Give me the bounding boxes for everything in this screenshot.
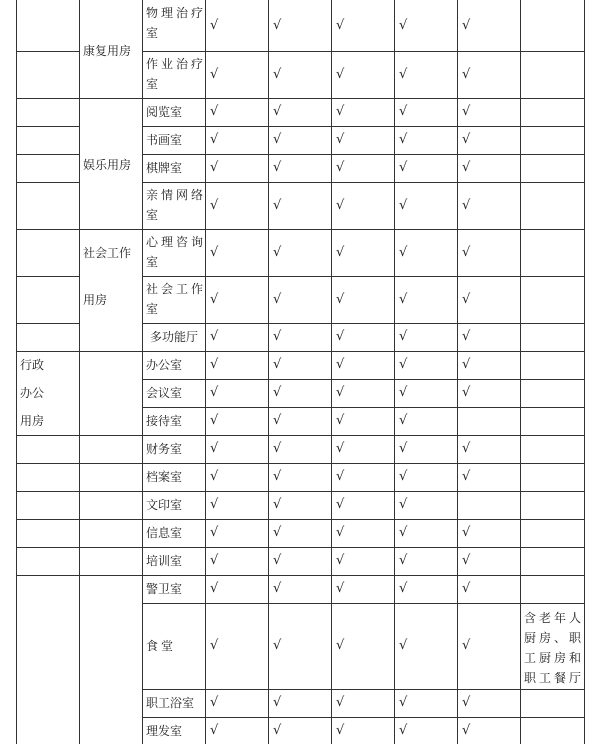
grid-row-line: [142, 689, 584, 690]
check-mark: √: [273, 197, 282, 213]
room-name: 接待室: [146, 414, 183, 428]
grid-row-line: [142, 407, 584, 408]
check-mark: √: [210, 160, 219, 175]
check-mark: √: [462, 291, 471, 307]
check-mark: √: [273, 525, 282, 540]
check-mark: √: [336, 581, 345, 596]
check-mark: √: [210, 357, 219, 372]
subcategory-label: 娱乐用房: [83, 158, 132, 172]
room-name: 阅览室: [146, 105, 183, 119]
check-mark: √: [462, 66, 471, 82]
check-mark: √: [462, 104, 471, 119]
check-mark: √: [273, 291, 282, 307]
check-mark: √: [210, 638, 219, 653]
check-mark: √: [462, 469, 471, 484]
room-name: 文印室: [146, 498, 183, 512]
check-mark: √: [399, 329, 408, 344]
grid-col-line: [16, 0, 17, 744]
room-name: 心理咨询室: [146, 235, 207, 269]
check-mark: √: [210, 291, 219, 307]
check-mark: √: [399, 66, 408, 82]
grid-row-line: [16, 435, 584, 436]
check-mark: √: [336, 722, 345, 738]
check-mark: √: [336, 244, 345, 260]
check-mark: √: [336, 413, 345, 428]
subcategory-label: 用房: [83, 292, 108, 307]
grid-row-line: [16, 323, 79, 324]
check-mark: √: [210, 695, 219, 710]
category-label: 用房: [20, 414, 45, 428]
grid-col-line: [79, 0, 80, 744]
remark-note: 含老年人厨房、职工厨房和职工餐厅: [524, 611, 585, 685]
check-mark: √: [336, 66, 345, 82]
grid-row-line: [142, 717, 584, 718]
grid-row-line: [16, 182, 79, 183]
check-mark: √: [273, 104, 282, 119]
check-mark: √: [210, 329, 219, 344]
check-mark: √: [210, 469, 219, 484]
grid-col-line: [457, 0, 458, 744]
check-mark: √: [273, 722, 282, 738]
check-mark: √: [336, 695, 345, 710]
grid-col-line: [205, 0, 206, 744]
check-mark: √: [273, 66, 282, 82]
check-mark: √: [336, 497, 345, 512]
check-mark: √: [273, 497, 282, 512]
check-mark: √: [210, 722, 219, 738]
check-mark: √: [336, 441, 345, 456]
grid-row-line: [16, 126, 79, 127]
grid-row-line: [16, 575, 584, 576]
check-mark: √: [399, 197, 408, 213]
check-mark: √: [273, 553, 282, 568]
check-mark: √: [210, 66, 219, 82]
check-mark: √: [399, 413, 408, 428]
room-name: 信息室: [146, 526, 183, 540]
check-mark: √: [399, 497, 408, 512]
grid-row-line: [142, 323, 584, 324]
check-mark: √: [273, 329, 282, 344]
check-mark: √: [462, 553, 471, 568]
check-mark: √: [210, 525, 219, 540]
category-label: 行政: [20, 358, 45, 372]
check-mark: √: [210, 385, 219, 400]
check-mark: √: [336, 357, 345, 372]
check-mark: √: [336, 385, 345, 400]
grid-row-line: [142, 51, 584, 52]
check-mark: √: [336, 553, 345, 568]
room-name: 亲情网络室: [146, 188, 207, 222]
grid-col-line: [268, 0, 269, 744]
check-mark: √: [273, 695, 282, 710]
check-mark: √: [336, 132, 345, 147]
check-mark: √: [210, 197, 219, 213]
check-mark: √: [462, 525, 471, 540]
grid-row-line: [16, 98, 584, 99]
room-name: 棋牌室: [146, 161, 183, 175]
check-mark: √: [462, 357, 471, 372]
check-mark: √: [399, 17, 408, 33]
check-mark: √: [462, 722, 471, 738]
grid-row-line: [16, 276, 79, 277]
check-mark: √: [399, 357, 408, 372]
check-mark: √: [336, 104, 345, 119]
check-mark: √: [273, 160, 282, 175]
grid-row-line: [142, 603, 584, 604]
grid-row-line: [16, 51, 79, 52]
grid-row-line: [142, 182, 584, 183]
grid-col-line: [394, 0, 395, 744]
room-name: 职工浴室: [146, 696, 195, 710]
room-name: 物理治疗室: [146, 6, 207, 40]
check-mark: √: [462, 244, 471, 260]
check-mark: √: [462, 132, 471, 147]
room-name: 社会工作室: [146, 282, 207, 316]
check-mark: √: [462, 17, 471, 33]
check-mark: √: [399, 441, 408, 456]
check-mark: √: [399, 291, 408, 307]
check-mark: √: [399, 553, 408, 568]
check-mark: √: [273, 17, 282, 33]
check-mark: √: [399, 132, 408, 147]
room-name: 档案室: [146, 470, 183, 484]
check-mark: √: [462, 441, 471, 456]
room-name: 警卫室: [146, 582, 183, 596]
check-mark: √: [210, 132, 219, 147]
check-mark: √: [336, 291, 345, 307]
check-mark: √: [273, 244, 282, 260]
room-name: 多功能厅: [150, 330, 199, 344]
check-mark: √: [210, 244, 219, 260]
check-mark: √: [273, 413, 282, 428]
check-mark: √: [462, 385, 471, 400]
room-name: 会议室: [146, 386, 183, 400]
check-mark: √: [336, 638, 345, 653]
grid-row-line: [142, 154, 584, 155]
check-mark: √: [336, 469, 345, 484]
room-name: 作业治疗室: [146, 57, 207, 91]
check-mark: √: [210, 441, 219, 456]
check-mark: √: [462, 581, 471, 596]
check-mark: √: [210, 497, 219, 512]
check-mark: √: [462, 329, 471, 344]
check-mark: √: [462, 638, 471, 653]
grid-row-line: [16, 154, 79, 155]
check-mark: √: [273, 469, 282, 484]
check-mark: √: [462, 695, 471, 710]
grid-col-line: [331, 0, 332, 744]
check-mark: √: [336, 525, 345, 540]
room-name: 食堂: [146, 639, 177, 653]
category-label: 办公: [20, 386, 45, 400]
check-mark: √: [399, 469, 408, 484]
room-name: 办公室: [146, 358, 183, 372]
check-mark: √: [336, 197, 345, 213]
check-mark: √: [399, 581, 408, 596]
check-mark: √: [210, 581, 219, 596]
subcategory-label: 康复用房: [83, 44, 132, 58]
check-mark: √: [399, 722, 408, 738]
grid-row-line: [16, 229, 584, 230]
room-name: 财务室: [146, 442, 183, 456]
grid-col-line: [584, 0, 585, 744]
room-name: 理发室: [146, 723, 183, 738]
check-mark: √: [462, 160, 471, 175]
check-mark: √: [399, 638, 408, 653]
grid-row-line: [142, 126, 584, 127]
check-mark: √: [336, 160, 345, 175]
check-mark: √: [273, 132, 282, 147]
grid-row-line: [16, 463, 584, 464]
check-mark: √: [399, 695, 408, 710]
check-mark: √: [399, 104, 408, 119]
check-mark: √: [273, 638, 282, 653]
check-mark: √: [273, 357, 282, 372]
check-mark: √: [399, 160, 408, 175]
check-mark: √: [399, 525, 408, 540]
room-name: 书画室: [146, 133, 183, 147]
check-mark: √: [399, 244, 408, 260]
check-mark: √: [273, 581, 282, 596]
check-mark: √: [210, 553, 219, 568]
subcategory-label: 社会工作: [83, 245, 132, 260]
grid-row-line: [16, 351, 584, 352]
room-name: 培训室: [146, 554, 183, 568]
check-mark: √: [336, 329, 345, 344]
grid-row-line: [16, 547, 584, 548]
grid-col-line: [142, 0, 143, 744]
grid-row-line: [142, 379, 584, 380]
check-mark: √: [273, 441, 282, 456]
grid-row-line: [142, 276, 584, 277]
check-mark: √: [336, 17, 345, 33]
check-mark: √: [210, 17, 219, 33]
check-mark: √: [210, 413, 219, 428]
check-mark: √: [273, 385, 282, 400]
grid-row-line: [16, 491, 584, 492]
check-mark: √: [462, 197, 471, 213]
check-mark: √: [210, 104, 219, 119]
grid-col-line: [520, 0, 521, 744]
grid-row-line: [16, 519, 584, 520]
check-mark: √: [399, 385, 408, 400]
